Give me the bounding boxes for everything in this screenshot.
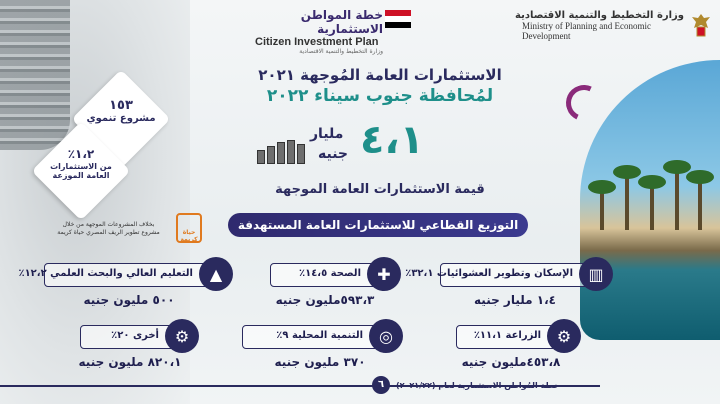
title-line-1: الاستثمارات العامة المُوجهة ٢٠٢١ [258,66,502,84]
page-number: ٦ [372,376,390,394]
sector-value-local-development: ٣٧٠ مليون جنيه [274,355,366,369]
sector-value-education: ٥٠٠ مليون جنيه [83,293,175,307]
eagle-emblem-icon [690,12,712,38]
projects-badge [86,98,156,124]
decorative-ring [561,80,607,126]
money-stack-icon [255,138,311,164]
sector-label: الصحة ١٤،٥٪ [298,268,361,279]
plan-name-en: Citizen Investment Plan [255,36,379,48]
ministry-name-ar: وزارة التخطيط والتنمية الاقتصادية [515,10,684,21]
sector-card-education [18,263,228,287]
total-caption: قيمة الاستثمارات العامة الموجهة [275,182,485,197]
citizen-plan-logo [255,8,383,55]
sector-card-housing [405,263,608,287]
buildings-icon: ▥ [579,257,613,291]
title-line-2: لمُحافظة جنوب سيناء ٢٠٢٢ [266,86,494,106]
sector-label: الإسكان وتطوير العشوائيات ٣٢،١٪ [405,268,573,279]
total-value: ٤،١ [360,117,425,163]
sector-label: أخرى ٢٠٪ [111,330,159,341]
footer-text: خطة المُواطن الاستثمارية لعام (٢٠٢١/٢٢) [396,381,559,390]
ministry-block [514,10,684,41]
share-badge [46,148,116,180]
sector-value-other: ٨٢٠،١ مليون جنيه [78,355,182,369]
hayah-note-line-1: بخلاف المشروعات الموجهة من خلال [62,221,155,228]
sector-label: التعليم العالي والبحث العلمي ١٢،٢٪ [18,268,193,279]
sector-distribution-ribbon: التوزيع القطاعي للاستثمارات العامة المستهدفة [228,213,528,237]
sector-value-housing: ١،٤ مليار جنيه [474,293,556,307]
share-label-1: من الاستثمارات [50,161,112,171]
ministry-name-en-1: Ministry of Planning and Economic [522,21,651,31]
sector-card-health [270,263,396,287]
total-unit-billion: مليار [310,126,344,142]
hayah-karima-logo: حياة كريمة [176,213,202,243]
plan-subtitle: وزارة التخطيط والتنمية الاقتصادية [299,48,383,55]
share-label-2: العامة الموزعة [52,170,110,180]
coin-stack-image [0,0,70,150]
ambulance-icon: ✚ [367,257,401,291]
sector-label: التنمية المحلية ٩٪ [276,330,363,341]
graduate-icon: ▲ [199,257,233,291]
wheat-gear-icon: ⚙ [547,319,581,353]
gears-icon: ⚙ [165,319,199,353]
target-gear-icon: ◎ [369,319,403,353]
hayah-karima-note [46,221,171,237]
share-value: ١،٢٪ [67,147,95,161]
sector-card-other [80,325,194,349]
projects-label: مشروع تنموي [86,113,156,124]
sector-card-local-development [242,325,398,349]
sector-card-agriculture [456,325,576,349]
egypt-flag-icon [385,10,411,28]
sector-label: الزراعة ١١،١٪ [473,330,541,341]
hayah-note-line-2: مشروع تطوير الريف المصري حياة كريمة [57,229,160,237]
ministry-name-en-2: Development [522,31,571,41]
projects-count: ١٥٣ [109,98,133,113]
total-unit-pound: جنيه [318,146,349,162]
plan-name-ar: خطة المواطن الاستثمارية [300,8,383,36]
sector-value-health: ٥٩٣،٣مليون جنيه [275,293,375,307]
sector-value-agriculture: ٤٥٣،٨مليون جنيه [461,355,561,369]
